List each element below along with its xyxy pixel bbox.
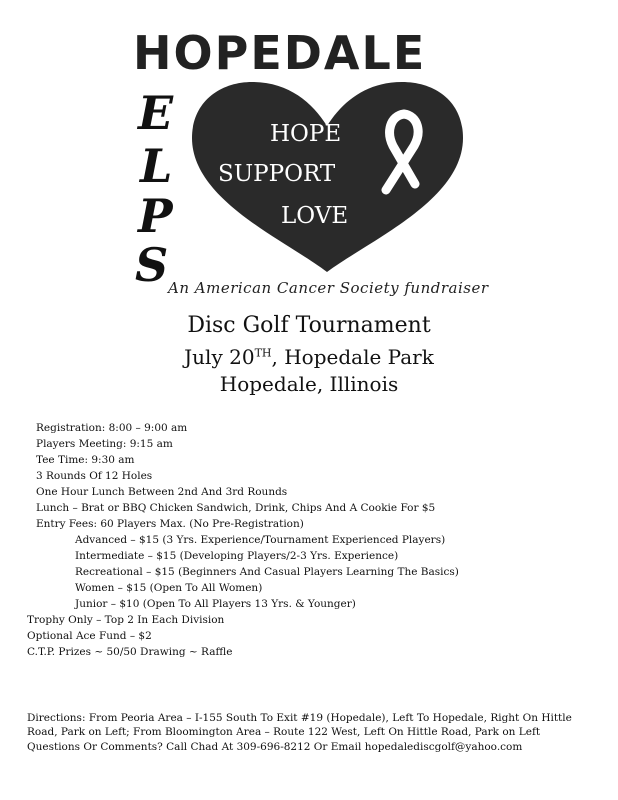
division-item: Junior – $10 (Open To All Players 13 Yrs. & Younger) bbox=[75, 598, 356, 610]
division-item: Intermediate – $15 (Developing Players/2-3 Yrs. Experience) bbox=[75, 550, 399, 562]
event-date bbox=[0, 345, 618, 369]
schedule-item: Entry Fees: 60 Players Max. (No Pre-Registration) bbox=[36, 518, 304, 530]
extras-item: Optional Ace Fund – $2 bbox=[27, 630, 152, 642]
schedule-item: One Hour Lunch Between 2nd And 3rd Rounds bbox=[36, 486, 288, 498]
heart-word-love: LOVE bbox=[281, 203, 349, 229]
event-date-venue: , Hopedale Park bbox=[271, 345, 434, 369]
contact-text: Questions Or Comments? Call Chad At 309-696-8212 Or Email hopedalediscgolf@yahoo.com bbox=[27, 741, 523, 753]
event-date-suffix-ordinal: TH bbox=[254, 346, 272, 360]
division-item: Advanced – $15 (3 Yrs. Experience/Tournament Experienced Players) bbox=[75, 534, 446, 546]
division-item: Recreational – $15 (Beginners And Casual Players Learning The Basics) bbox=[75, 566, 459, 578]
directions-text: Directions: From Peoria Area – I-155 South To Exit #19 (Hopedale), Left To Hopedale, Right On Hittle Road, Park on Left; From Bloomington Area – Route 122 West, Left On Hittle Road, Park on Left bbox=[27, 712, 572, 738]
heart-logo bbox=[190, 80, 465, 275]
helps-letter-e: E bbox=[138, 86, 174, 140]
division-item: Women – $15 (Open To All Women) bbox=[75, 582, 263, 594]
schedule-item: Lunch – Brat or BBQ Chicken Sandwich, Drink, Chips And A Cookie For $5 bbox=[36, 502, 436, 514]
helps-letter-l: L bbox=[140, 139, 173, 193]
schedule-item: Tee Time: 9:30 am bbox=[36, 454, 135, 466]
heart-word-support: SUPPORT bbox=[218, 161, 336, 187]
helps-letter-s: S bbox=[135, 238, 169, 292]
event-location: Hopedale, Illinois bbox=[219, 372, 399, 396]
helps-letter-p: P bbox=[138, 189, 173, 243]
extras-item: Trophy Only – Top 2 In Each Division bbox=[27, 614, 225, 626]
extras-item: C.T.P. Prizes ~ 50/50 Drawing ~ Raffle bbox=[27, 646, 233, 658]
schedule-item: 3 Rounds Of 12 Holes bbox=[36, 470, 153, 482]
schedule-item: Players Meeting: 9:15 am bbox=[36, 438, 173, 450]
schedule-item: Registration: 8:00 – 9:00 am bbox=[36, 422, 188, 434]
event-date-prefix: July 20 bbox=[184, 345, 255, 369]
fundraiser-tagline: An American Cancer Society fundraiser bbox=[168, 279, 489, 297]
heart-word-hope: HOPE bbox=[270, 121, 342, 147]
brand-title: HOPEDALE bbox=[133, 26, 427, 80]
event-title: Disc Golf Tournament bbox=[187, 313, 431, 338]
